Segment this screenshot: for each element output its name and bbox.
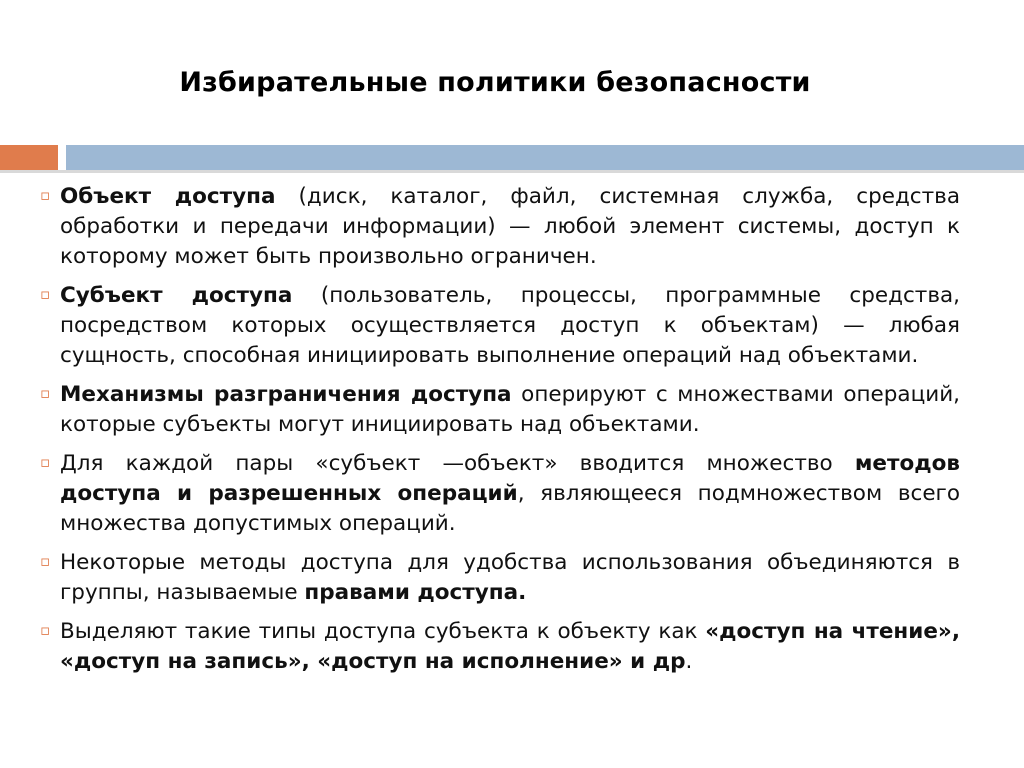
bullet-item-rights (40, 548, 960, 608)
types-text-before: Выделяют такие типы доступа субъекта к объекту как (60, 619, 706, 644)
definition-object-access: (диск, каталог, файл, системная служба, средства обработки и передачи информации) — любой элемент системы, доступ к которому может быть произвольно ограничен. (60, 184, 960, 269)
rights-text-before: Некоторые методы доступа для удобства использования объединяются в группы, называемые (60, 550, 960, 605)
square-bullet-icon: ▫ (40, 621, 51, 639)
bullet-list (40, 182, 960, 686)
term-subject-access: Субъект доступа (60, 283, 293, 308)
square-bullet-icon: ▫ (40, 285, 51, 303)
square-bullet-icon: ▫ (40, 453, 51, 471)
square-bullet-icon: ▫ (40, 186, 51, 204)
bullet-item-types (40, 617, 960, 677)
bullet-item-mechanisms (40, 380, 960, 440)
bullet-item-object (40, 182, 960, 272)
slide-title: Избирательные политики безопасности (179, 67, 811, 98)
title-underline-bar (66, 145, 1024, 170)
divider-line (0, 170, 1024, 173)
definition-subject-access: (пользователь, процессы, программные средства, посредством которых осуществляется доступ к объектам) — любая сущность, способная инициировать выполнение операций над объектами. (60, 283, 960, 368)
term-object-access: Объект доступа (60, 184, 276, 209)
methods-text-after: , являющееся подмножеством всего множества допустимых операций. (60, 481, 960, 536)
methods-text-before: Для каждой пары «субъект —объект» вводится множество (60, 451, 855, 476)
term-access-mechanisms: Механизмы разграничения доступа (60, 382, 512, 407)
bullet-item-methods (40, 449, 960, 539)
term-access-methods: методов доступа и разрешенных операций (60, 451, 960, 506)
term-access-rights: правами доступа. (304, 580, 527, 605)
bullet-item-subject (40, 281, 960, 371)
term-access-types: «доступ на чтение», «доступ на запись», «доступ на исполнение» и др (60, 619, 960, 674)
square-bullet-icon: ▫ (40, 384, 51, 402)
square-bullet-icon: ▫ (40, 552, 51, 570)
types-text-after: . (685, 649, 693, 674)
accent-bar (0, 145, 58, 170)
definition-access-mechanisms: оперируют с множествами операций, которые субъекты могут инициировать над объектами. (60, 382, 961, 437)
